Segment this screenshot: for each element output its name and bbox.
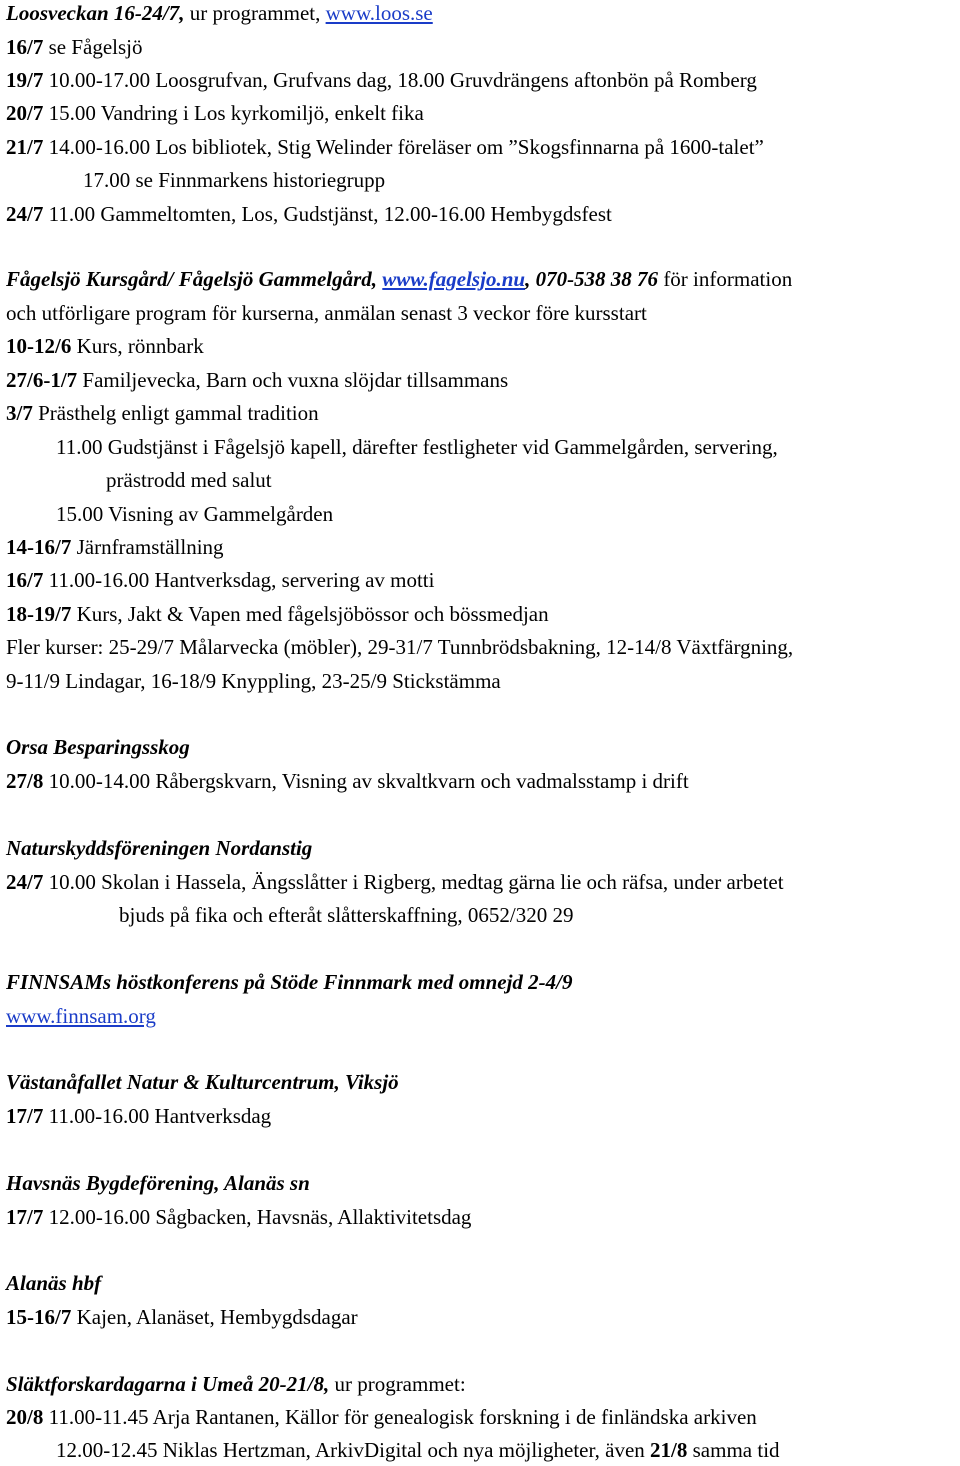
- item-text: 11.00-16.00 Hantverksdag, servering av motti: [43, 568, 435, 592]
- item-text: 14.00-16.00 Los bibliotek, Stig Welinder föreläser om ”Skogsfinnarna på 1600-talet”: [43, 135, 764, 159]
- alanas-heading: Alanäs hbf: [6, 1271, 102, 1295]
- vastan-heading: Västanåfallet Natur & Kulturcentrum, Viksjö: [6, 1070, 399, 1094]
- natur-heading: Naturskyddsföreningen Nordanstig: [6, 836, 313, 860]
- item-date: 27/8: [6, 769, 44, 793]
- item-date: 20/7: [6, 101, 44, 125]
- item-date: 27/6-1/7: [6, 368, 78, 392]
- item-text: 10.00-17.00 Loosgrufvan, Grufvans dag, 18.00 Gruvdrängens aftonbön på Romberg: [43, 68, 757, 92]
- item-date: 18-19/7: [6, 602, 72, 626]
- slakt-heading: Släktforskardagarna i Umeå 20-21/8,: [6, 1372, 330, 1396]
- item-text: 15.00 Visning av Gammelgården: [56, 502, 334, 526]
- orsa-heading: Orsa Besparingsskog: [6, 735, 190, 759]
- item-text: 12.00-16.00 Sågbacken, Havsnäs, Allaktivitetsdag: [43, 1205, 472, 1229]
- slakt-heading-line: [6, 1371, 466, 1397]
- fagelsjo-item: [106, 467, 272, 493]
- item-text: 11.00 Gudstjänst i Fågelsjö kapell, därefter festligheter vid Gammelgården, servering,: [56, 435, 778, 459]
- item-date: 21/8: [650, 1438, 688, 1462]
- fagelsjo-intro: och utförligare program för kurserna, anmälan senast 3 veckor före kursstart: [6, 301, 647, 325]
- item-date: 24/7: [6, 870, 44, 894]
- item-text: 10.00 Skolan i Hassela, Ängsslåtter i Rigberg, medtag gärna lie och räfsa, under arbetet: [43, 870, 784, 894]
- item-date: 14-16/7: [6, 535, 72, 559]
- loos-heading-line: [6, 0, 433, 26]
- fagelsjo-item: [6, 333, 204, 359]
- vastan-item: [6, 1103, 271, 1129]
- item-date: 21/7: [6, 135, 44, 159]
- loos-item: [6, 100, 424, 126]
- loos-item: [6, 201, 612, 227]
- item-date: 20/8: [6, 1405, 44, 1429]
- loos-heading: Loosveckan 16-24/7,: [6, 1, 185, 25]
- fagelsjo-heading-line: [6, 266, 792, 292]
- item-text: 11.00-16.00 Hantverksdag: [43, 1104, 272, 1128]
- item-date: 15-16/7: [6, 1305, 72, 1329]
- fagelsjo-item: [6, 534, 224, 560]
- fagelsjo-heading: Fågelsjö Kursgård/ Fågelsjö Gammelgård,: [6, 267, 383, 291]
- item-date: 17/7: [6, 1104, 44, 1128]
- loos-item: [6, 34, 143, 60]
- fagelsjo-item: [6, 567, 434, 593]
- item-date: 19/7: [6, 68, 44, 92]
- loos-heading-rest: ur programmet,: [184, 1, 326, 25]
- item-date: 16/7: [6, 568, 44, 592]
- item-date: 24/7: [6, 202, 44, 226]
- natur-item-cont: bjuds på fika och efteråt slåtterskaffning, 0652/320 29: [119, 903, 574, 927]
- fagelsjo-phone: , 070-538 38 76: [525, 267, 659, 291]
- slakt-item-cont: [56, 1437, 780, 1463]
- item-text: samma tid: [687, 1438, 780, 1462]
- loos-link[interactable]: www.loos.se: [325, 1, 433, 25]
- fagelsjo-more: 9-11/9 Lindagar, 16-18/9 Knyppling, 23-25/9 Stickstämma: [6, 669, 501, 693]
- fagelsjo-heading-rest: för information: [658, 267, 793, 291]
- item-date: 16/7: [6, 35, 44, 59]
- item-text: Prästhelg enligt gammal tradition: [32, 401, 319, 425]
- slakt-item: [6, 1404, 757, 1430]
- item-date: 17/7: [6, 1205, 44, 1229]
- fagelsjo-item: [6, 400, 319, 426]
- item-text: se Fågelsjö: [43, 35, 143, 59]
- fagelsjo-more: Fler kurser: 25-29/7 Målarvecka (möbler), 29-31/7 Tunnbrödsbakning, 12-14/8 Växtfärgning,: [6, 635, 794, 659]
- natur-item: [6, 869, 784, 895]
- item-date: 10-12/6: [6, 334, 72, 358]
- item-text: 11.00 Gammeltomten, Los, Gudstjänst, 12.00-16.00 Hembygdsfest: [43, 202, 612, 226]
- havsnas-item: [6, 1204, 471, 1230]
- alanas-item: [6, 1304, 358, 1330]
- item-text: Järnframställning: [71, 535, 224, 559]
- item-text: 11.00-11.45 Arja Rantanen, Källor för genealogisk forskning i de finländska arkiven: [43, 1405, 757, 1429]
- item-text: Familjevecka, Barn och vuxna slöjdar tillsammans: [77, 368, 509, 392]
- item-text: prästrodd med salut: [106, 468, 272, 492]
- finnsam-link[interactable]: www.finnsam.org: [6, 1004, 156, 1028]
- item-text: Kajen, Alanäset, Hembygdsdagar: [71, 1305, 358, 1329]
- havsnas-heading: Havsnäs Bygdeförening, Alanäs sn: [6, 1171, 310, 1195]
- finnsam-heading: FINNSAMs höstkonferens på Stöde Finnmark med omnejd 2-4/9: [6, 970, 573, 994]
- item-text: Kurs, rönnbark: [71, 334, 204, 358]
- fagelsjo-item: [6, 367, 508, 393]
- item-date: 3/7: [6, 401, 33, 425]
- fagelsjo-item: [56, 434, 778, 460]
- item-text: 10.00-14.00 Råbergskvarn, Visning av skvaltkvarn och vadmalsstamp i drift: [43, 769, 689, 793]
- loos-item: [6, 67, 757, 93]
- fagelsjo-item: [56, 501, 333, 527]
- loos-item: [6, 134, 764, 160]
- fagelsjo-item: [6, 601, 549, 627]
- slakt-heading-rest: ur programmet:: [329, 1372, 466, 1396]
- item-text: 15.00 Vandring i Los kyrkomiljö, enkelt fika: [43, 101, 424, 125]
- fagelsjo-link[interactable]: www.fagelsjo.nu: [382, 267, 526, 291]
- item-text: Kurs, Jakt & Vapen med fågelsjöbössor och bössmedjan: [71, 602, 549, 626]
- loos-item: [83, 167, 385, 193]
- item-text: 17.00 se Finnmarkens historiegrupp: [83, 168, 386, 192]
- orsa-item: [6, 768, 689, 794]
- item-text: 12.00-12.45 Niklas Hertzman, ArkivDigital och nya möjligheter, även: [56, 1438, 651, 1462]
